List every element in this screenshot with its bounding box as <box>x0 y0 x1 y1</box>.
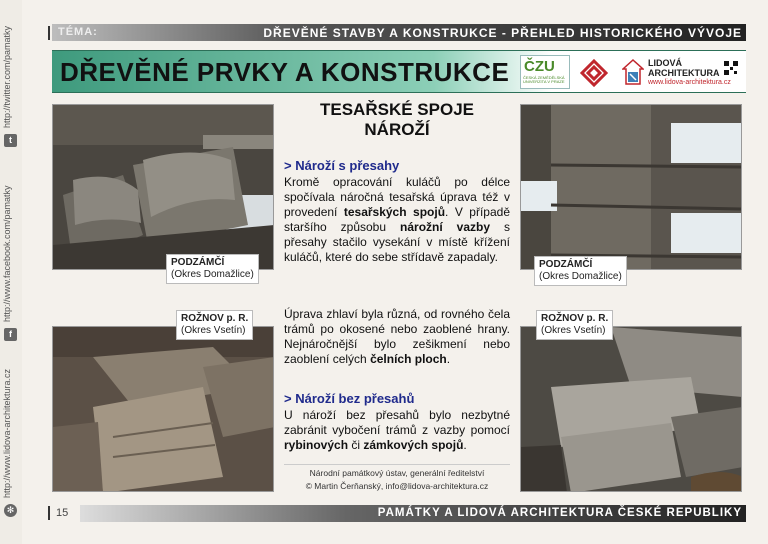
photo-corner-joint-roznov-2 <box>520 326 742 492</box>
caption-top-left: PODZÁMČÍ (Okres Domažlice) <box>166 254 259 284</box>
photo-credits: Národní památkový ústav, generální ředitelství © Martin Čerňanský, info@lidova-architektura.cz <box>284 464 510 493</box>
topic-title: DŘEVĚNÉ STAVBY A KONSTRUKCE - PŘEHLED HISTORICKÉHO VÝVOJE <box>263 26 742 40</box>
topic-bar <box>52 24 746 41</box>
site-url[interactable]: www.lidova-architektura.cz <box>648 79 731 86</box>
twitter-icon[interactable]: t <box>4 134 17 147</box>
topic-label: TÉMA: <box>58 26 98 38</box>
caption-bottom-right: ROŽNOV p. R. (Okres Vsetín) <box>536 310 613 340</box>
facebook-icon[interactable]: f <box>4 328 17 341</box>
footer-divider <box>48 506 50 520</box>
house-logo-icon <box>622 58 644 86</box>
footer-bar <box>80 505 746 522</box>
caption-top-right: PODZÁMČÍ (Okres Domažlice) <box>534 256 627 286</box>
page-number: 15 <box>56 507 69 519</box>
photo-corner-joint-podzamci-2 <box>520 104 742 270</box>
social-sidebar <box>0 0 22 544</box>
page-header <box>52 50 746 93</box>
caption-bottom-left: ROŽNOV p. R. (Okres Vsetín) <box>176 310 253 340</box>
header-divider <box>48 26 50 40</box>
section1-paragraph2: Úprava zhlaví byla různá, od rovného čela trámů po okosené nebo zaoblené hrany. Nejnáročnější bylo zešikmení nebo zaoblení celých čelních ploch. <box>284 307 510 366</box>
section-heading-with-overhang: > Nároží s přesahy <box>284 158 400 173</box>
section-heading-without-overhang: > Nároží bez přesahů <box>284 391 415 406</box>
photo-corner-joint-roznov-1 <box>52 326 274 492</box>
twitter-link[interactable]: http://twitter.com/pamatky <box>2 25 12 128</box>
section2-paragraph: U nároží bez přesahů bylo nezbytné zabránit vybočení trámů z vazby pomocí rybinových či zámkových spojů. <box>284 408 510 452</box>
photo-corner-joint-podzamci-1 <box>52 104 274 270</box>
page-title: DŘEVĚNÉ PRVKY A KONSTRUKCE <box>60 57 510 87</box>
web-link[interactable]: http://www.lidova-architektura.cz <box>2 368 12 498</box>
facebook-link[interactable]: http://www.facebook.com/pamatky <box>2 185 12 322</box>
content-title: TESAŘSKÉ SPOJE NÁROŽÍ <box>320 100 474 139</box>
footer-title: PAMÁTKY A LIDOVÁ ARCHITEKTURA ČESKÉ REPUBLIKY <box>377 507 742 519</box>
qr-code-icon <box>724 61 738 75</box>
globe-icon[interactable]: ✻ <box>4 504 17 517</box>
czu-logo: ČZU ČESKÁ ZEMĚDĚLSKÁ UNIVERZITA V PRAZE <box>520 55 570 89</box>
section1-paragraph1: Kromě opracování kuláčů po délce spočívala náročná tesařská úprava též v provedení tesařských spojů. V případě staršího způsobu nárožní vazby s přesahy stačilo vysekání v místě křížení kuláčů, které do sebe střídavě zapadaly. <box>284 175 510 264</box>
npu-diamond-logo <box>580 59 608 87</box>
lidova-architektura-logo: LIDOVÁ ARCHITEKTURA www.lidova-architektura.cz <box>622 55 742 89</box>
